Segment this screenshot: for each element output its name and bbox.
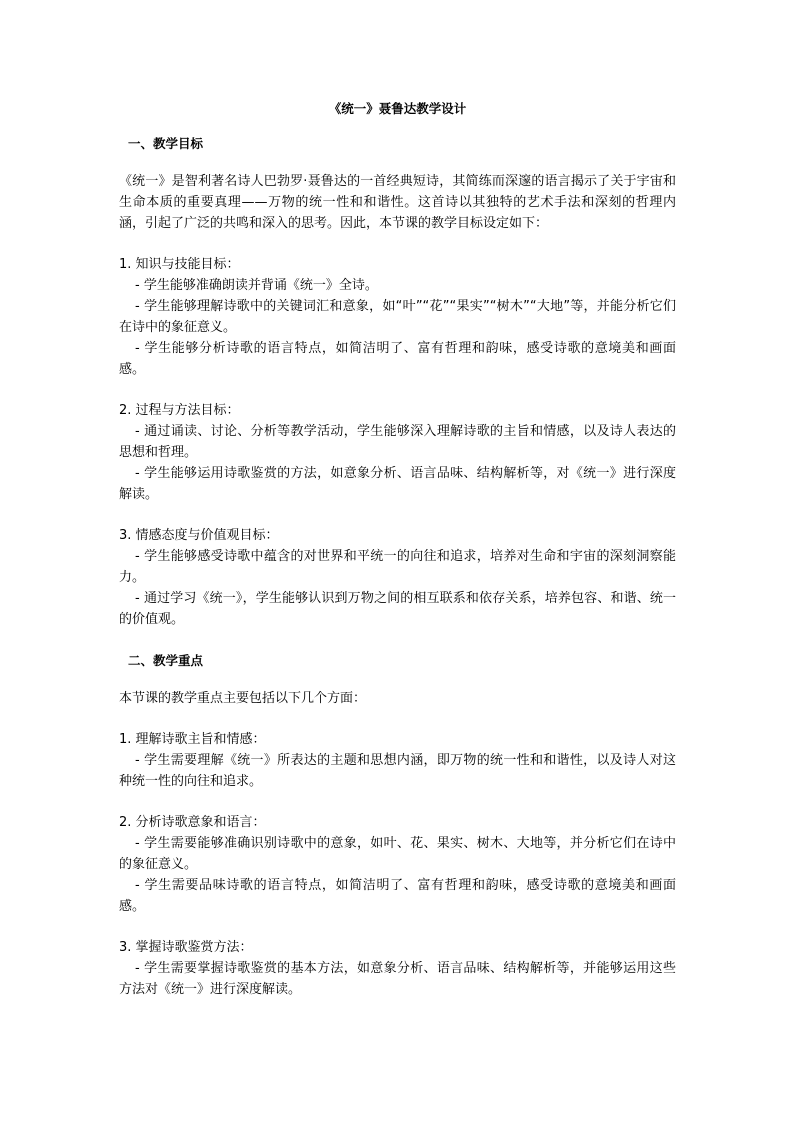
focus-group-imagery-language bbox=[119, 812, 676, 917]
goal-item: - 学生能够运用诗歌鉴赏的方法，如意象分析、语言品味、结构解析等，对《统一》进行深度解读。 bbox=[119, 466, 676, 502]
focus-item: - 学生需要能够准确识别诗歌中的意象，如叶、花、果实、树木、大地等，并分析它们在诗中的象征意义。 bbox=[119, 836, 676, 872]
focus-group-title: 3. 掌握诗歌鉴赏方法： bbox=[119, 940, 253, 955]
goal-item: - 通过诵读、讨论、分析等教学活动，学生能够深入理解诗歌的主旨和情感，以及诗人表达的思想和哲理。 bbox=[119, 424, 676, 460]
focus-group-title: 1. 理解诗歌主旨和情感： bbox=[119, 732, 266, 747]
goal-item: - 学生能够感受诗歌中蕴含的对世界和平统一的向往和追求，培养对生命和宇宙的深刻洞察能力。 bbox=[119, 549, 676, 585]
goal-group-title: 2. 过程与方法目标： bbox=[119, 403, 240, 418]
goal-group-title: 1. 知识与技能目标： bbox=[119, 257, 240, 272]
focus-item: - 学生需要品味诗歌的语言特点，如简洁明了、富有哲理和韵味，感受诗歌的意境美和画面感。 bbox=[119, 878, 676, 914]
focus-group-theme-emotion bbox=[119, 729, 676, 792]
section-heading-teaching-focus: 二、教学重点 bbox=[128, 653, 204, 668]
goal-group-title: 3. 情感态度与价值观目标： bbox=[119, 528, 279, 543]
document-body bbox=[119, 98, 676, 1020]
focus-item: - 学生需要掌握诗歌鉴赏的基本方法，如意象分析、语言品味、结构解析等，并能够运用这些方法对《统一》进行深度解读。 bbox=[119, 961, 676, 997]
goal-item: - 学生能够准确朗读并背诵《统一》全诗。 bbox=[135, 278, 378, 293]
section-intro-teaching-focus: 本节课的教学重点主要包括以下几个方面： bbox=[119, 691, 367, 706]
document-title: 《统一》聂鲁达教学设计 bbox=[328, 101, 467, 116]
goal-group-knowledge-skills bbox=[119, 254, 676, 380]
goal-group-attitude-values bbox=[119, 525, 676, 630]
goal-item: - 学生能够理解诗歌中的关键词汇和意象，如“叶”“花”“果实”“树木”“大地”等，并能分析它们在诗中的象征意义。 bbox=[119, 299, 676, 335]
focus-group-appreciation-methods bbox=[119, 937, 676, 1000]
goal-item: - 通过学习《统一》，学生能够认识到万物之间的相互联系和依存关系，培养包容、和谐、统一的价值观。 bbox=[119, 591, 676, 627]
goal-item: - 学生能够分析诗歌的语言特点，如简洁明了、富有哲理和韵味，感受诗歌的意境美和画面感。 bbox=[119, 341, 676, 377]
section-intro-teaching-goals: 《统一》是智利著名诗人巴勃罗·聂鲁达的一首经典短诗，其简练而深邃的语言揭示了关于宇宙和生命本质的重要真理——万物的统一性和和谐性。这首诗以其独特的艺术手法和深刻的哲理内涵，引起了广泛的共鸣和深入的思考。因此，本节课的教学目标设定如下： bbox=[119, 174, 676, 231]
section-heading-teaching-goals: 一、教学目标 bbox=[128, 136, 204, 151]
goal-group-process-methods bbox=[119, 400, 676, 505]
focus-group-title: 2. 分析诗歌意象和语言： bbox=[119, 815, 266, 830]
focus-item: - 学生需要理解《统一》所表达的主题和思想内涵，即万物的统一性和和谐性，以及诗人对这种统一性的向往和追求。 bbox=[119, 753, 676, 789]
